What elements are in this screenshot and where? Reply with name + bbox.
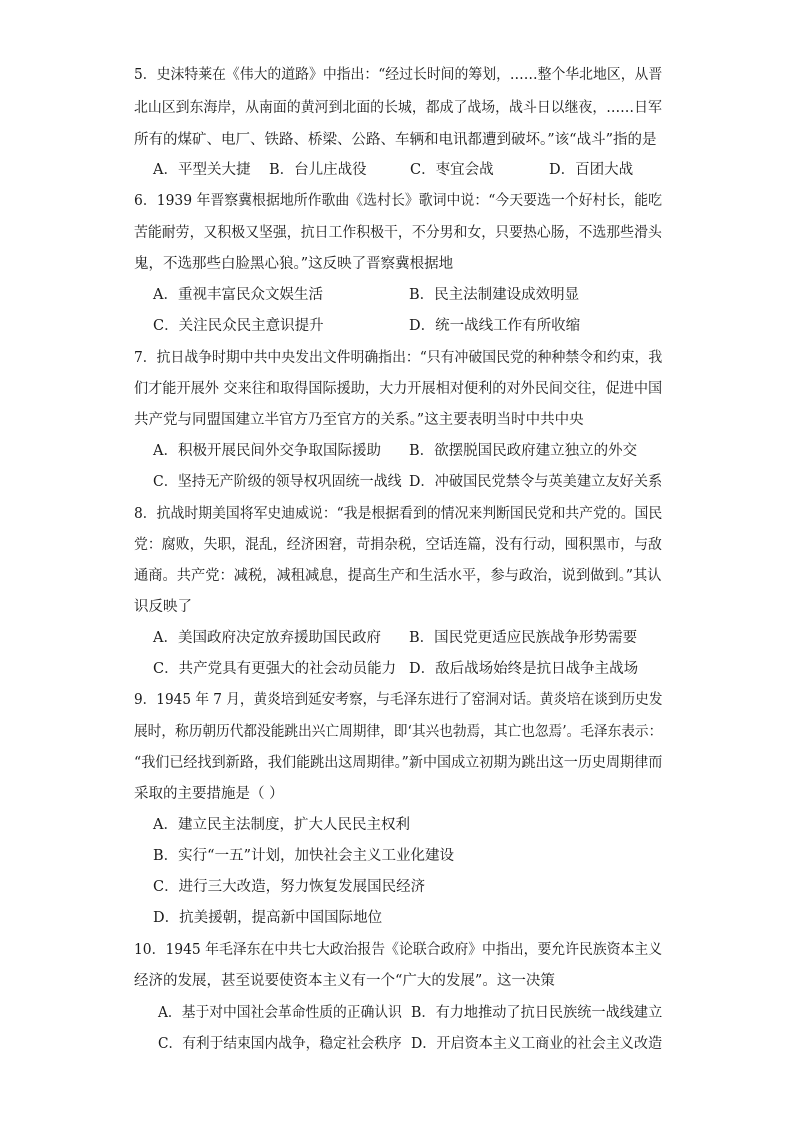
question-7-option-b: B．欲摆脱国民政府建立独立的外交 — [409, 443, 638, 459]
question-9-option-a: A．建立民主法制度，扩大人民民主权利 — [153, 817, 410, 833]
question-8-option-d: D．敌后战场始终是抗日战争主战场 — [409, 661, 639, 677]
question-6-option-b: B．民主法制建设成效明显 — [409, 287, 580, 303]
question-7-line-1: 7．抗日战争时期中共中央发出文件明确指出：“只有冲破国民党的种种禁令和约束，我 — [134, 350, 663, 366]
question-6-line-2: 苦能耐劳，又积极又坚强，抗日工作积极干，不分男和女，只要热心肠，不选那些滑头 — [134, 225, 662, 241]
question-10-option-d: D．开启资本主义工商业的社会主义改造 — [411, 1036, 663, 1052]
question-7-line-2: 们才能开展外 交来往和取得国际援助，大力开展相对便利的对外民间交往，促进中国 — [134, 381, 663, 397]
question-9-line-3: “我们已经找到新路，我们能跳出这周期律。”新中国成立初期为跳出这一历史周期律而 — [134, 755, 663, 771]
question-8-line-2: 党：腐败，失职，混乱，经济困窘，苛捐杂税，空话连篇，没有行动，囤积黑市，与敌 — [134, 537, 662, 553]
question-6-option-c: C．关注民众民主意识提升 — [153, 318, 324, 334]
question-5-line-3: 所有的煤矿、电厂、铁路、桥梁、公路、车辆和电讯都遭到破坏。”该“战斗”指的是 — [134, 132, 657, 148]
question-7-option-d: D．冲破国民党禁令与英美建立友好关系 — [409, 474, 663, 490]
question-8-line-4: 识反映了 — [134, 599, 192, 615]
question-8-option-a: A．美国政府决定放弃援助国民政府 — [153, 630, 381, 646]
question-5-option-c: C．枣宜会战 — [410, 162, 494, 178]
question-9-option-d: D．抗美援朝，提高新中国国际地位 — [153, 910, 383, 926]
question-10-line-2: 经济的发展，甚至说要使资本主义有一个“广大的发展”。这一决策 — [134, 973, 555, 989]
question-7-option-a: A．积极开展民间外交争取国际援助 — [153, 443, 381, 459]
question-7-option-c: C．坚持无产阶级的领导权巩固统一战线 — [153, 474, 402, 490]
question-8-line-1: 8．抗战时期美国将军史迪威说：“我是根据看到的情况来判断国民党和共产党的。国民 — [134, 506, 663, 522]
question-5-option-d: D．百团大战 — [549, 162, 634, 178]
question-6-line-1: 6．1939 年晋察冀根据地所作歌曲《选村长》歌词中说：“今天要选一个好村长，能吃 — [134, 193, 663, 209]
question-7-line-3: 共产党与同盟国建立半官方乃至官方的关系。”这主要表明当时中共中央 — [134, 412, 584, 428]
question-9-line-4: 采取的主要措施是（ ） — [134, 786, 284, 802]
question-10-option-a: A．基于对中国社会革命性质的正确认识 — [158, 1005, 402, 1021]
question-9-option-b: B．实行“一五”计划，加快社会主义工业化建设 — [153, 848, 454, 864]
question-6-line-3: 鬼，不选那些白脸黑心狼。”这反映了晋察冀根据地 — [134, 256, 454, 272]
question-5-option-a: A．平型关大捷 — [153, 162, 251, 178]
question-8-option-c: C．共产党具有更强大的社会动员能力 — [153, 661, 397, 677]
question-5-line-2: 北山区到东海岸，从南面的黄河到北面的长城，都成了战场，战斗日以继夜，……日军 — [134, 100, 662, 116]
question-10-option-c: C．有利于结束国内战争，稳定社会秩序 — [158, 1036, 402, 1052]
question-9-option-c: C．进行三大改造，努力恢复发展国民经济 — [153, 879, 426, 895]
question-6-option-a: A．重视丰富民众文娱生活 — [153, 287, 323, 303]
question-9-line-2: 展时，称历朝历代都没能跳出兴亡周期律，即‘其兴也勃焉，其亡也忽焉’。毛泽东表示： — [134, 724, 663, 740]
question-8-line-3: 通商。共产党：减税，减租减息，提高生产和生活水平，参与政治，说到做到。”其认 — [134, 568, 662, 584]
question-10-line-1: 10．1945 年毛泽东在中共七大政治报告《论联合政府》中指出，要允许民族资本主义 — [134, 942, 663, 958]
question-5-line-1: 5．史沫特莱在《伟大的道路》中指出：“经过长时间的筹划，……整个华北地区，从晋 — [134, 67, 663, 83]
question-10-option-b: B．有力地推动了抗日民族统一战线建立 — [411, 1005, 663, 1021]
question-6-option-d: D．统一战线工作有所收缩 — [409, 318, 581, 334]
question-8-option-b: B．国民党更适应民族战争形势需要 — [409, 630, 638, 646]
question-9-line-1: 9．1945 年 7 月，黄炎培到延安考察，与毛泽东进行了窑洞对话。黄炎培在谈到历史发 — [134, 692, 663, 708]
question-5-option-b: B．台儿庄战役 — [269, 162, 367, 178]
